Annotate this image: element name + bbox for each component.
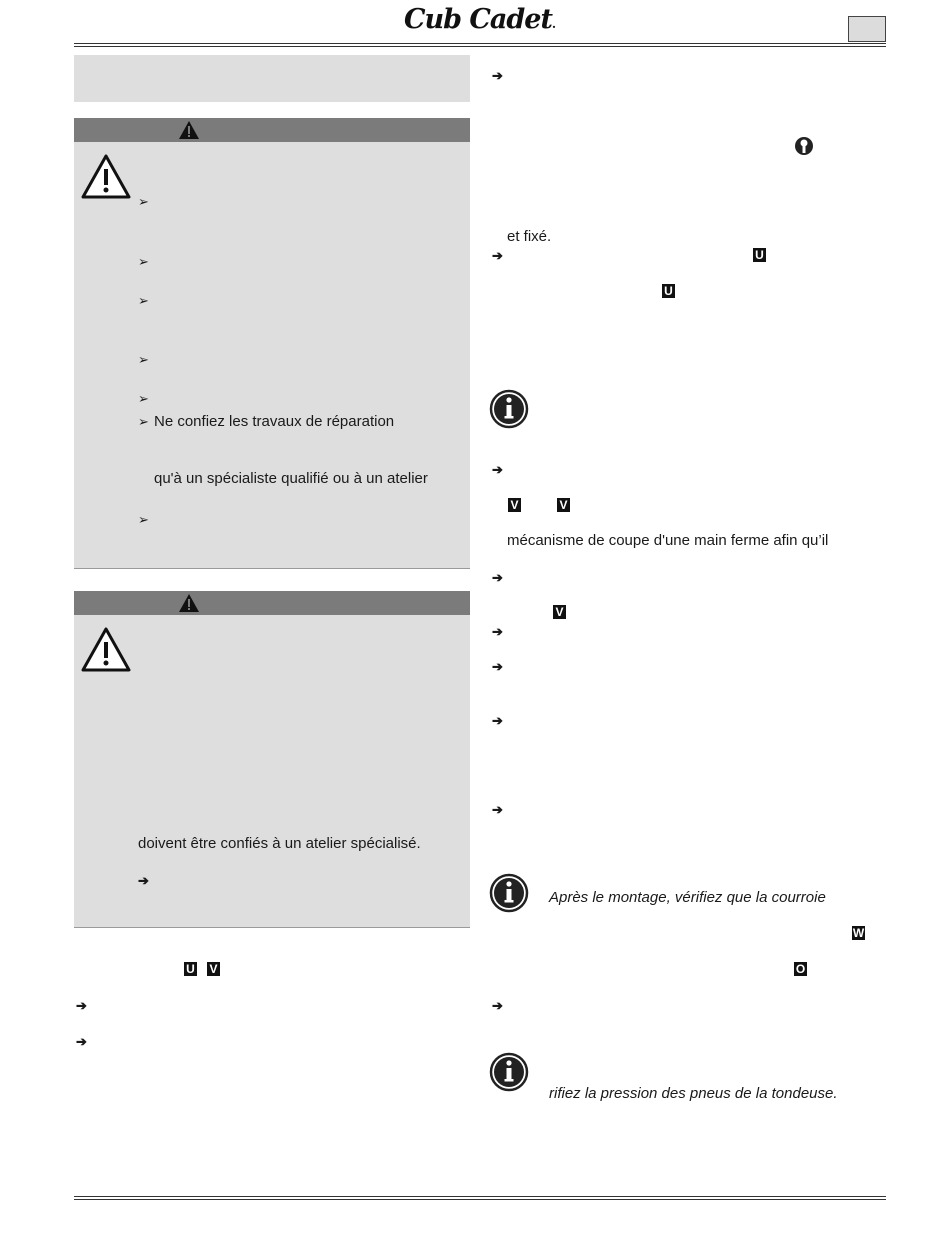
arrow-marker: ➔ xyxy=(492,998,503,1013)
bullet-marker: ➢ xyxy=(138,352,149,367)
info-icon xyxy=(489,873,529,913)
wrench-icon xyxy=(794,136,814,156)
badge-v: V xyxy=(508,498,521,512)
warning-box-2 xyxy=(74,591,470,927)
warning-triangle-icon xyxy=(80,152,132,200)
warning-item-repair: Ne confiez les travaux de réparation xyxy=(154,413,395,430)
arrow-marker: ➔ xyxy=(492,570,503,585)
badge-u: U xyxy=(753,248,766,262)
badge-u: U xyxy=(184,962,197,976)
page-number-box xyxy=(848,16,886,42)
warning2-text: doivent être confiés à un atelier spécialisé. xyxy=(138,835,421,852)
text-mecanisme: mécanisme de coupe d'une main ferme afin qu’il xyxy=(507,532,829,549)
bullet-marker: ➢ xyxy=(138,512,149,527)
text-pression-pneus: rifiez la pression des pneus de la tondeuse. xyxy=(549,1085,838,1102)
arrow-marker: ➔ xyxy=(492,462,503,477)
arrow-marker: ➔ xyxy=(76,1034,87,1049)
arrow-marker: ➔ xyxy=(492,659,503,674)
separator xyxy=(74,568,470,569)
info-icon xyxy=(489,1052,529,1092)
bullet-marker: ➢ xyxy=(138,254,149,269)
arrow-marker: ➔ xyxy=(492,802,503,817)
text-apres-montage: Après le montage, vérifiez que la courroie xyxy=(549,889,826,906)
warning-triangle-small-icon xyxy=(178,120,200,140)
bullet-marker: ➢ xyxy=(138,293,149,308)
badge-u: U xyxy=(662,284,675,298)
warning-header-bar xyxy=(74,118,470,142)
badge-o: O xyxy=(795,962,806,976)
text-et-fixe: et fixé. xyxy=(507,228,552,245)
bullet-marker: ➢ xyxy=(138,414,149,429)
arrow-marker: ➔ xyxy=(492,248,503,263)
warning-triangle-small-icon xyxy=(178,593,200,613)
warning-box-1 xyxy=(74,118,470,568)
badge-v: V xyxy=(207,962,220,976)
arrow-marker: ➔ xyxy=(492,68,503,83)
arrow-marker: ➔ xyxy=(492,713,503,728)
warning-header-bar xyxy=(74,591,470,615)
info-icon xyxy=(489,389,529,429)
badge-v: V xyxy=(557,498,570,512)
arrow-marker: ➔ xyxy=(138,873,149,888)
bullet-marker: ➢ xyxy=(138,194,149,209)
footer-rule-bottom xyxy=(74,1199,886,1200)
brand-logo: Cub Cadet. xyxy=(404,4,556,35)
header-rule-top xyxy=(74,43,886,44)
warning-item-repair-cont: qu'à un spécialiste qualifié ou à un atelier xyxy=(154,470,428,487)
arrow-marker: ➔ xyxy=(76,998,87,1013)
separator xyxy=(74,927,470,928)
header-rule-bottom xyxy=(74,46,886,47)
arrow-marker: ➔ xyxy=(492,624,503,639)
footer-rule-top xyxy=(74,1196,886,1197)
warning-triangle-icon xyxy=(80,625,132,673)
bullet-marker: ➢ xyxy=(138,391,149,406)
section-title-box xyxy=(74,55,470,102)
badge-w: W xyxy=(852,926,865,940)
badge-v: V xyxy=(553,605,566,619)
